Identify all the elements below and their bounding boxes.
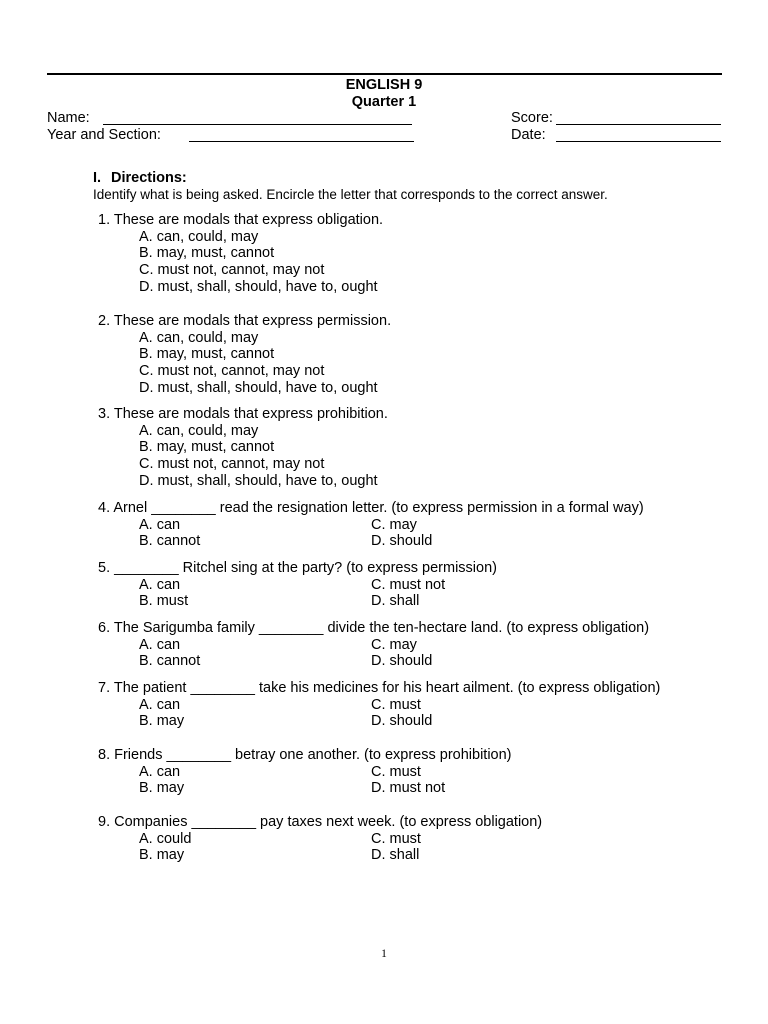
option-d[interactable]: D. should	[371, 713, 433, 730]
option-a[interactable]: A. could	[139, 830, 192, 847]
option-b[interactable]: B. may	[139, 847, 185, 864]
option-c[interactable]: C. may	[371, 516, 417, 533]
question-stem: 9. Companies ________ pay taxes next week. (to express obligation)	[98, 814, 543, 830]
option-a[interactable]: A. can, could, may	[139, 329, 259, 346]
section-number: I.	[93, 170, 102, 186]
option-c[interactable]: C. may	[371, 636, 417, 653]
option-c[interactable]: C. must	[371, 830, 421, 847]
option-d[interactable]: D. must, shall, should, have to, ought	[139, 472, 378, 489]
top-rule	[47, 73, 722, 75]
option-c[interactable]: C. must not, cannot, may not	[139, 262, 325, 279]
option-b[interactable]: B. may	[139, 713, 185, 730]
option-a[interactable]: A. can, could, may	[139, 422, 259, 439]
option-b[interactable]: B. must	[139, 593, 189, 610]
question-9	[98, 814, 571, 864]
question-stem: 6. The Sarigumba family ________ divide the ten-hectare land. (to express obligation)	[98, 620, 650, 636]
question-5	[98, 560, 571, 610]
score-label: Score:	[511, 110, 553, 126]
name-label: Name:	[47, 110, 90, 126]
option-d[interactable]: D. should	[371, 653, 433, 670]
option-a[interactable]: A. can	[139, 763, 181, 780]
question-7	[98, 680, 660, 730]
question-stem: 5. ________ Ritchel sing at the party? (to express permission)	[98, 560, 497, 576]
option-d[interactable]: D. should	[371, 533, 433, 550]
option-d[interactable]: D. shall	[371, 847, 420, 864]
question-8	[98, 747, 571, 797]
option-c[interactable]: C. must not	[371, 576, 446, 593]
year-section-blank[interactable]	[189, 141, 414, 142]
option-a[interactable]: A. can	[139, 516, 181, 533]
directions-text: Identify what is being asked. Encircle the letter that corresponds to the correct answer.	[93, 187, 608, 202]
subject-title: ENGLISH 9	[345, 77, 423, 93]
option-b[interactable]: B. may, must, cannot	[139, 346, 275, 363]
score-blank[interactable]	[556, 124, 721, 125]
question-stem: 4. Arnel ________ read the resignation letter. (to express permission in a formal way)	[98, 500, 644, 516]
name-blank[interactable]	[103, 124, 412, 125]
question-6	[98, 620, 649, 670]
option-a[interactable]: A. can, could, may	[139, 228, 259, 245]
option-d[interactable]: D. must, shall, should, have to, ought	[139, 379, 378, 396]
question-3	[98, 406, 388, 490]
question-stem: 7. The patient ________ take his medicines for his heart ailment. (to express obligation)	[98, 680, 661, 696]
directions-heading	[93, 170, 187, 187]
question-4	[98, 500, 644, 550]
option-c[interactable]: C. must	[371, 763, 421, 780]
option-d[interactable]: D. must not	[371, 780, 446, 797]
option-c[interactable]: C. must not, cannot, may not	[139, 363, 325, 380]
date-label: Date:	[511, 127, 546, 143]
option-b[interactable]: B. may, must, cannot	[139, 439, 275, 456]
option-b[interactable]: B. cannot	[139, 653, 201, 670]
option-d[interactable]: D. shall	[371, 593, 420, 610]
question-stem: 8. Friends ________ betray one another. (to express prohibition)	[98, 747, 512, 763]
directions-title: Directions:	[111, 170, 187, 186]
question-stem: 3. These are modals that express prohibition.	[98, 406, 388, 422]
page-number: 1	[381, 948, 387, 960]
question-2	[98, 313, 391, 397]
option-d[interactable]: D. must, shall, should, have to, ought	[139, 278, 378, 295]
option-b[interactable]: B. may, must, cannot	[139, 245, 275, 262]
option-c[interactable]: C. must	[371, 696, 421, 713]
question-1	[98, 212, 383, 296]
option-c[interactable]: C. must not, cannot, may not	[139, 456, 325, 473]
date-blank[interactable]	[556, 141, 721, 142]
quarter-title: Quarter 1	[351, 94, 417, 110]
option-a[interactable]: A. can	[139, 636, 181, 653]
option-b[interactable]: B. cannot	[139, 533, 201, 550]
question-stem: 1. These are modals that express obligation.	[98, 212, 384, 228]
year-section-label: Year and Section:	[47, 127, 161, 143]
option-a[interactable]: A. can	[139, 576, 181, 593]
option-a[interactable]: A. can	[139, 696, 181, 713]
question-stem: 2. These are modals that express permission.	[98, 313, 392, 329]
option-b[interactable]: B. may	[139, 780, 185, 797]
